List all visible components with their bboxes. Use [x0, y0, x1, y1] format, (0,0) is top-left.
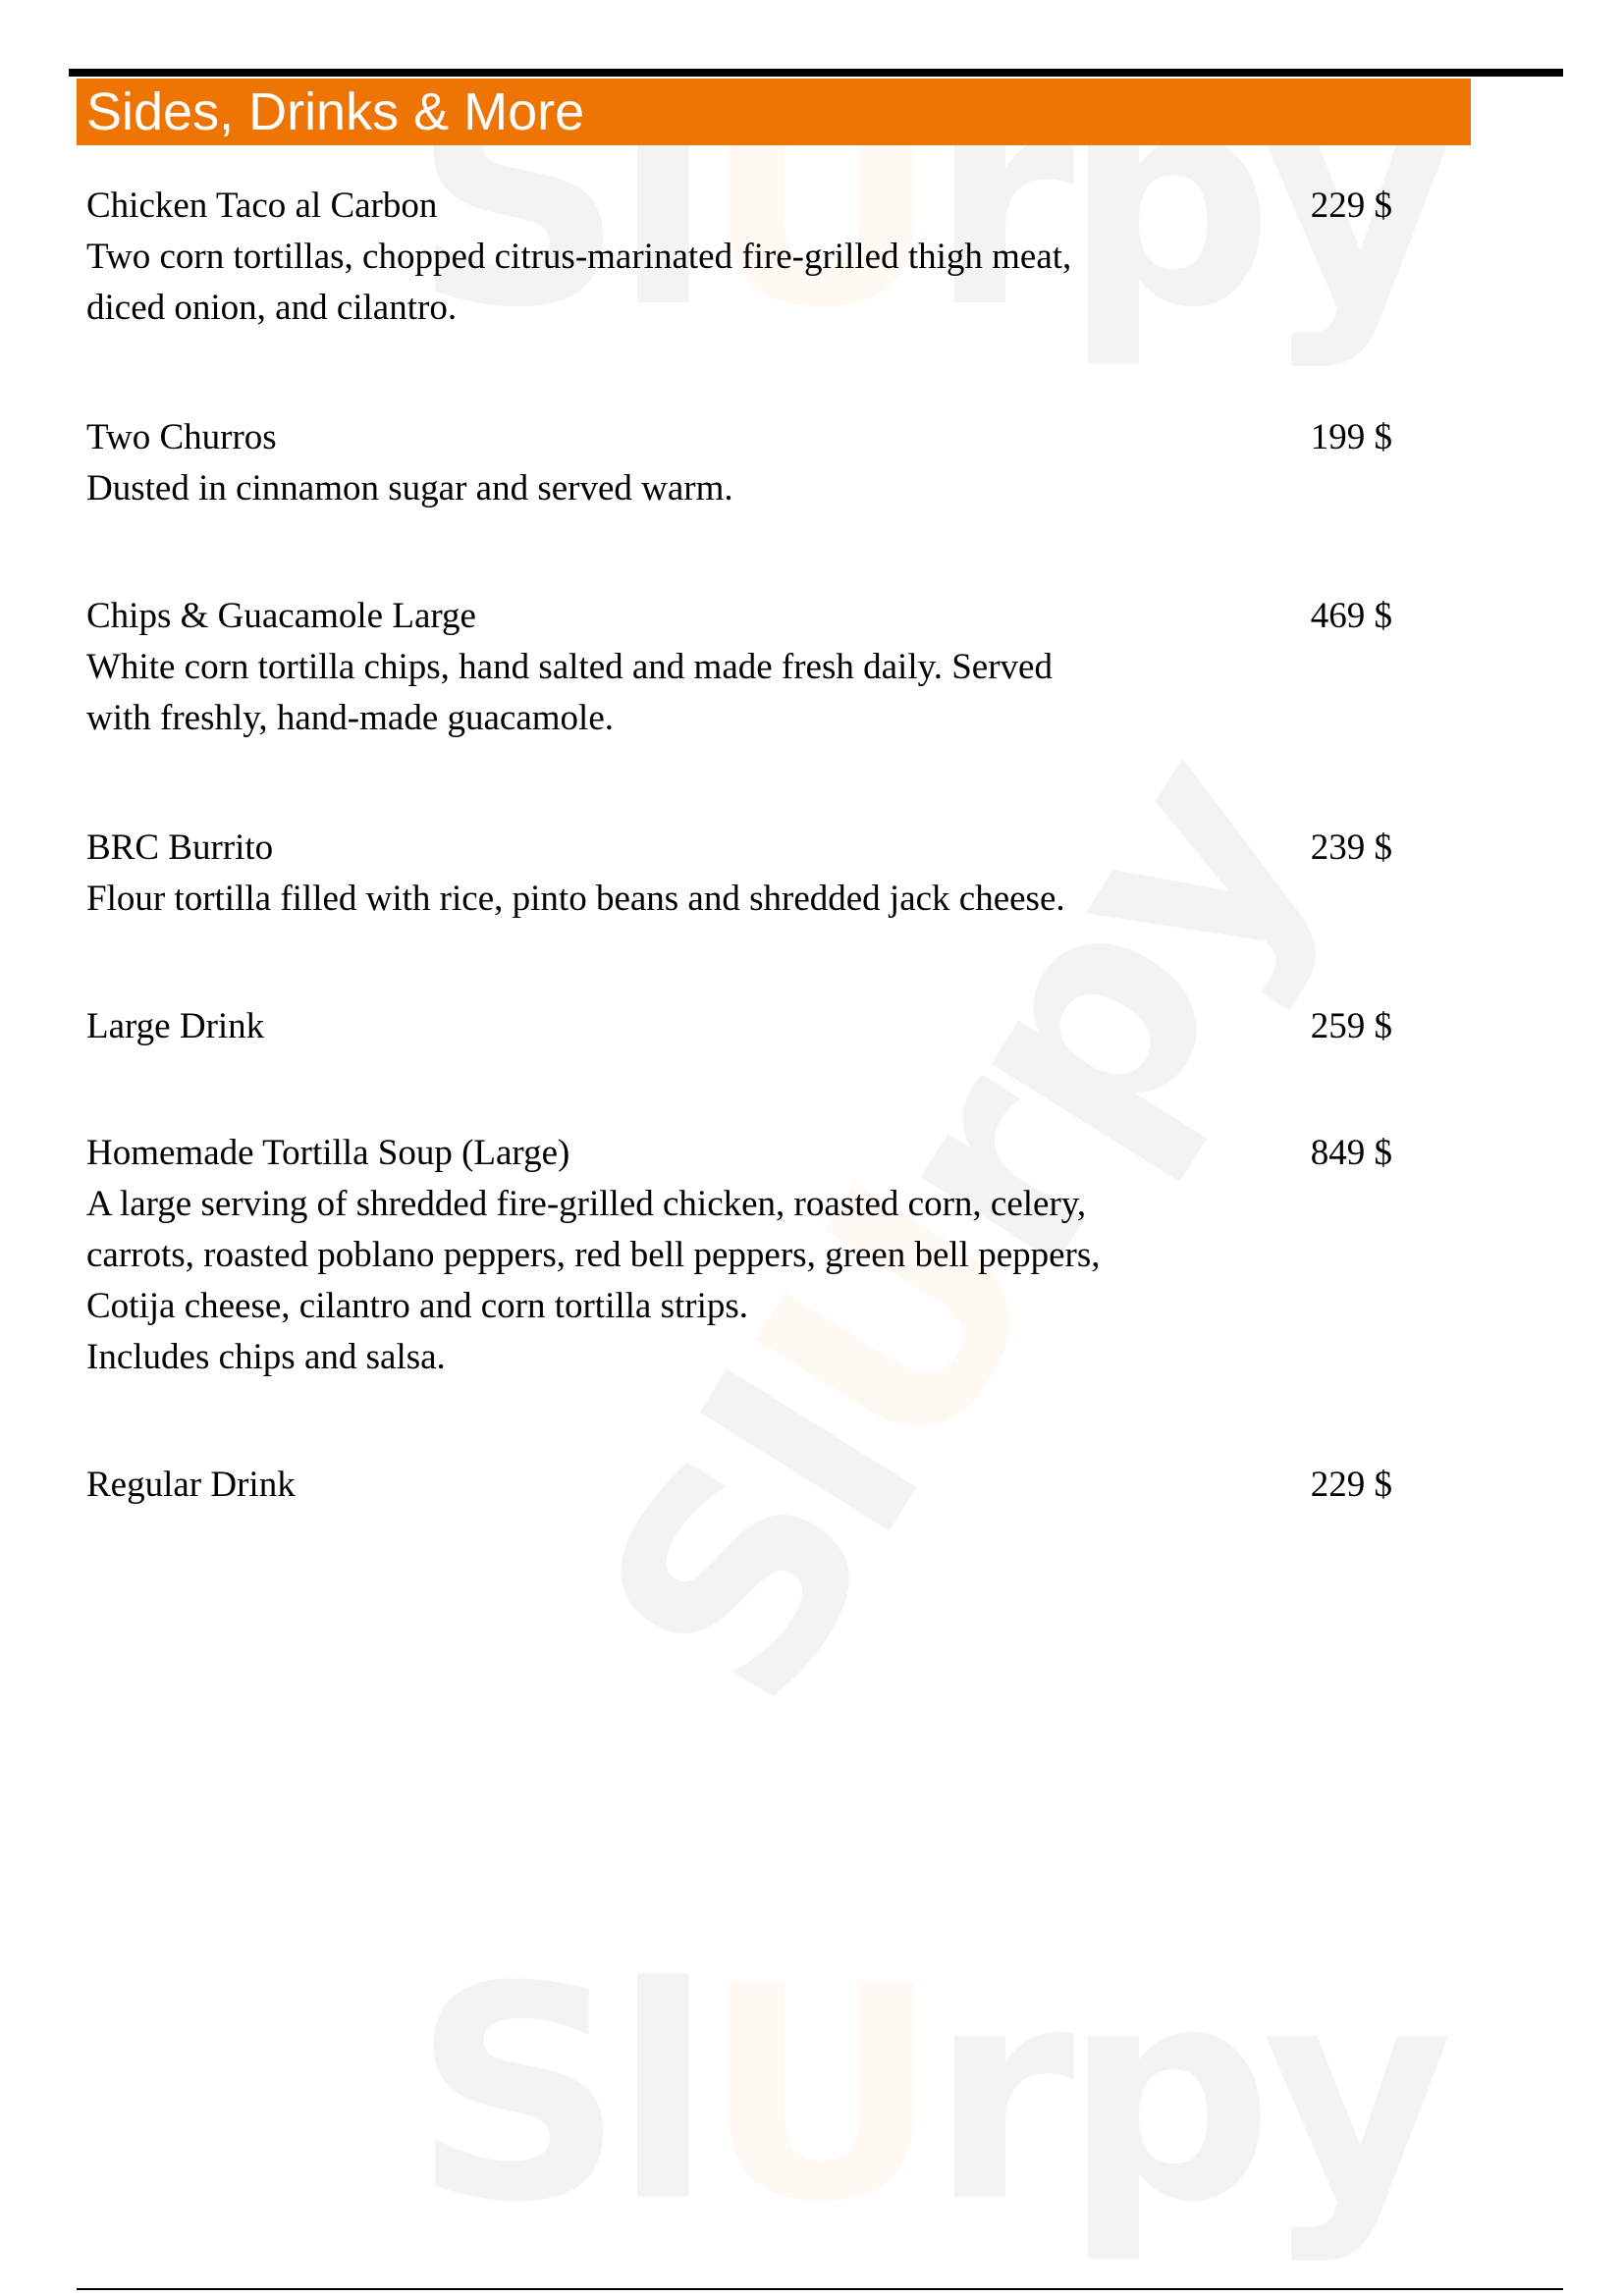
item-name: BRC Burrito	[86, 828, 274, 868]
section-title: Sides, Drinks & More	[77, 79, 1471, 145]
item-price: 259 $	[1310, 1006, 1392, 1046]
menu-item	[86, 591, 1392, 744]
item-price: 229 $	[1310, 1465, 1392, 1505]
menu-item	[86, 1128, 1392, 1383]
item-name: Regular Drink	[86, 1465, 296, 1505]
bottom-rule	[77, 2288, 1563, 2290]
item-name: Chicken Taco al Carbon	[86, 186, 438, 226]
item-price: 469 $	[1310, 596, 1392, 636]
menu-item	[86, 181, 1392, 334]
item-price: 849 $	[1310, 1133, 1392, 1173]
item-description: Flour tortilla filled with rice, pinto beans and shredded jack cheese.	[86, 879, 1065, 919]
item-description: A large serving of shredded fire-grilled chicken, roasted corn, celery, carrots, roasted poblano peppers, red bell peppers, green bell peppers, Cotija cheese, cilantro and corn tortilla strips. Includes chips and salsa.	[86, 1184, 1101, 1377]
item-description: Dusted in cinnamon sugar and served warm.	[86, 468, 733, 508]
item-description: Two corn tortillas, chopped citrus-marinated fire-grilled thigh meat, diced onion, and cilantro.	[86, 237, 1072, 328]
item-description: White corn tortilla chips, hand salted and made fresh daily. Served with freshly, hand-made guacamole.	[86, 647, 1053, 738]
item-name: Chips & Guacamole Large	[86, 596, 476, 636]
item-price: 239 $	[1310, 828, 1392, 868]
top-rule	[69, 69, 1563, 77]
menu-item	[86, 1001, 1392, 1052]
menu-item	[86, 823, 1392, 925]
item-price: 199 $	[1310, 417, 1392, 457]
item-name: Large Drink	[86, 1006, 265, 1046]
slurpy-watermark-logo	[412, 1924, 1442, 2267]
menu-item	[86, 1460, 1392, 1511]
menu-item	[86, 412, 1392, 514]
item-price: 229 $	[1310, 186, 1392, 226]
item-name: Homemade Tortilla Soup (Large)	[86, 1133, 570, 1173]
item-name: Two Churros	[86, 417, 277, 457]
